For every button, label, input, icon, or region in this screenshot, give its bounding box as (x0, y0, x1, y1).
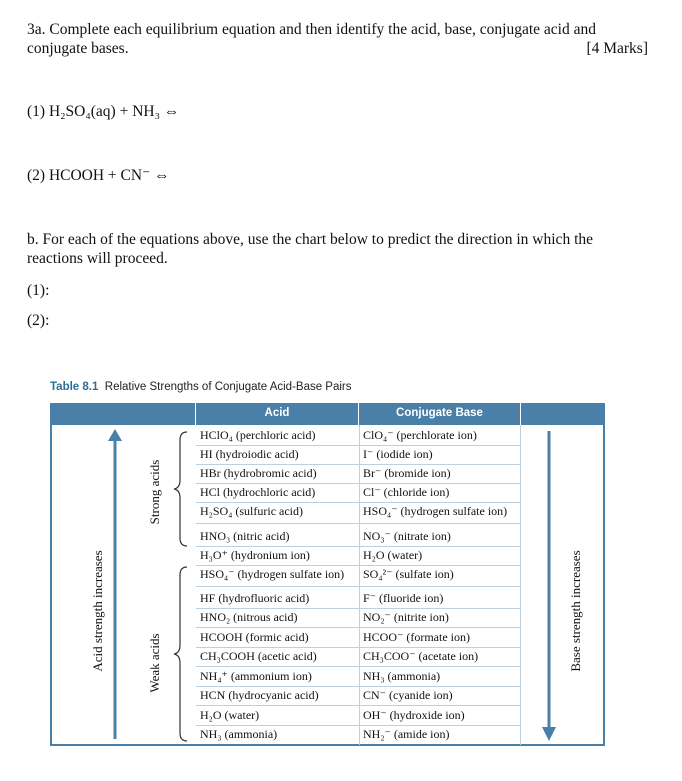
acid-cell: NH₄⁺ (ammonium ion) (200, 669, 312, 683)
table-row (196, 426, 521, 446)
strong-acids-label: Strong acids (147, 459, 162, 525)
question-a-line2: conjugate bases. (27, 40, 129, 57)
table-row (196, 667, 521, 687)
acid-cell: HCN (hydrocyanic acid) (200, 688, 319, 702)
column-header-base: Conjugate Base (396, 407, 483, 419)
table-row (196, 706, 521, 726)
table-row (196, 589, 521, 609)
equation-2: (2) HCOOH + CN⁻ ⇔ (27, 167, 170, 184)
base-cell: I⁻ (iodide ion) (363, 447, 433, 461)
base-cell: NO₃⁻ (nitrate ion) (363, 529, 451, 543)
table-row (196, 565, 521, 587)
column-header-acid: Acid (264, 407, 290, 419)
acid-cell: H₂SO₄ (sulfuric acid) (200, 504, 304, 518)
base-strength-arrow-icon (542, 429, 556, 743)
table-border-left (50, 425, 52, 746)
base-cell: Br⁻ (bromide ion) (363, 466, 451, 480)
base-cell: SO₄²⁻ (sulfate ion) (363, 567, 454, 581)
acid-cell: HBr (hydrobromic acid) (200, 466, 317, 480)
base-cell: F⁻ (fluoride ion) (363, 591, 444, 605)
base-cell: NH₂⁻ (amide ion) (363, 727, 450, 741)
acid-cell: HCl (hydrochloric acid) (200, 485, 316, 499)
base-cell: HSO₄⁻ (hydrogen sulfate ion) (363, 504, 508, 518)
acid-axis-label: Acid strength increases (90, 550, 105, 672)
base-cell: Cl⁻ (chloride ion) (363, 485, 450, 499)
table-caption-label: Table 8.1 (50, 381, 99, 393)
acid-cell: HClO₄ (perchloric acid) (200, 428, 316, 442)
weak-acids-brace-icon (173, 565, 189, 743)
question-a-line1: 3a. Complete each equilibrium equation and then identify the acid, base, conjugate acid and (27, 21, 596, 38)
equation-1: (1) H₂SO₄(aq) + NH₃ ⇔ (27, 103, 180, 120)
base-cell: CH₃COO⁻ (acetate ion) (363, 649, 479, 663)
acid-cell: HNO₂ (nitrous acid) (200, 610, 298, 624)
question-b-line2: reactions will proceed. (27, 250, 168, 267)
table-row (196, 527, 521, 547)
answer-1-label: (1): (27, 282, 50, 299)
acid-strength-arrow-icon (108, 429, 122, 741)
base-cell: H₂O (water) (363, 548, 423, 562)
base-cell: CN⁻ (cyanide ion) (363, 688, 453, 702)
strong-acids-brace-icon (173, 430, 189, 548)
base-cell: ClO₄⁻ (perchlorate ion) (363, 428, 477, 442)
base-cell: OH⁻ (hydroxide ion) (363, 708, 465, 722)
table-row (196, 464, 521, 484)
acid-cell: H₃O⁺ (hydronium ion) (200, 548, 310, 562)
marks-label: [4 Marks] (586, 40, 648, 57)
table-border-bottom (50, 744, 605, 746)
acid-cell: HSO₄⁻ (hydrogen sulfate ion) (200, 567, 345, 581)
table-row (196, 445, 521, 465)
base-cell: NO₂⁻ (nitrite ion) (363, 610, 449, 624)
base-cell: NH₃ (ammonia) (363, 669, 441, 683)
table-row (196, 686, 521, 706)
table-row (196, 483, 521, 503)
question-b-line1: b. For each of the equations above, use the chart below to predict the direction in which the (27, 231, 593, 248)
acid-cell: NH₃ (ammonia) (200, 727, 278, 741)
answer-2-label: (2): (27, 312, 50, 329)
table-caption-text: Relative Strengths of Conjugate Acid-Base Pairs (104, 381, 352, 393)
header-divider (520, 403, 521, 425)
table-row (196, 628, 521, 648)
table-row (196, 546, 521, 566)
table-border-right (603, 425, 605, 746)
base-axis-label: Base strength increases (568, 550, 583, 672)
table-row (196, 608, 521, 628)
acid-cell: HI (hydroiodic acid) (200, 447, 299, 461)
weak-acids-label: Weak acids (147, 633, 162, 693)
table-row (196, 647, 521, 667)
acid-cell: HF (hydrofluoric acid) (200, 591, 310, 605)
acid-cell: H₂O (water) (200, 708, 260, 722)
acid-cell: HCOOH (formic acid) (200, 630, 309, 644)
table-row (196, 725, 521, 744)
table-row (196, 502, 521, 524)
acid-cell: HNO₃ (nitric acid) (200, 529, 290, 543)
table-caption (50, 381, 352, 393)
acid-cell: CH₃COOH (acetic acid) (200, 649, 317, 663)
base-cell: HCOO⁻ (formate ion) (363, 630, 470, 644)
